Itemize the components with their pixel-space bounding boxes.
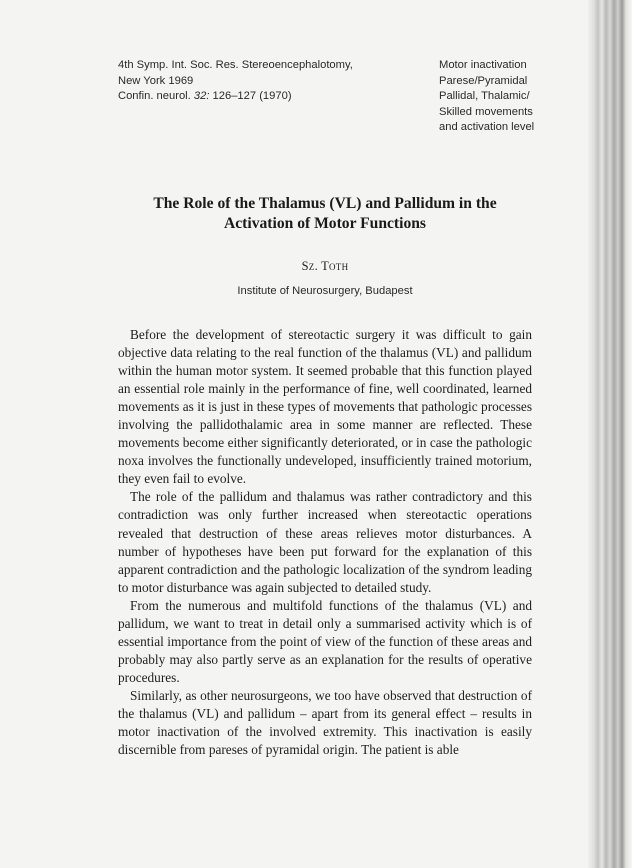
keyword: Motor inactivation bbox=[439, 59, 527, 71]
paragraph: Similarly, as other neurosurgeons, we too have observed that destruction of the thalamus (VL) and pallidum – apart from its general effect – results in motor inactivation of the involved extremity. This inactivation is easily discernible from pareses of pyramidal origin. The patient is able bbox=[118, 687, 532, 758]
journal-pages: 126–127 (1970) bbox=[209, 90, 292, 102]
citation-block bbox=[118, 58, 353, 105]
journal-citation bbox=[118, 89, 353, 105]
author-affiliation: Institute of Neurosurgery, Budapest bbox=[237, 285, 413, 297]
journal-volume: 32: bbox=[193, 90, 210, 102]
keyword: and activation level bbox=[439, 121, 535, 133]
keyword: Skilled movements bbox=[439, 105, 533, 118]
location-line: New York 1969 bbox=[118, 74, 194, 87]
keyword: Parese/Pyramidal bbox=[439, 74, 528, 87]
article-body bbox=[118, 326, 532, 759]
symposium-line: 4th Symp. Int. Soc. Res. Stereoencephalotomy, bbox=[118, 59, 353, 71]
author-name bbox=[118, 259, 532, 274]
title-line: Activation of Motor Functions bbox=[224, 215, 426, 232]
book-binding-edge bbox=[588, 0, 632, 868]
title-line: The Role of the Thalamus (VL) and Pallidum in the bbox=[153, 195, 497, 212]
paragraph: Before the development of stereotactic surgery it was difficult to gain objective data relating to the real function of the thalamus (VL) and pallidum within the human motor system. It seemed probable that this function played an essential role mainly in the performance of fine, well coordinated, learned movements as it is just in these types of movements that pathologic processes involving the pallidothalamic area in some manner are reflected. These movements become either significantly deteriorated, or in case the pathologic noxa involves the functionally undeveloped, insufficiently trained motorium, they even fail to evolve. bbox=[118, 327, 532, 487]
paragraph: The role of the pallidum and thalamus was rather contradictory and this contradiction was only further increased when stereotactic operations revealed that destruction of these areas relieves motor disturbances. A number of hypotheses have been put forward for the explanation of this apparent contradiction and the pathologic localization of the syndrom leading to motor disturbance was again subjected to detailed study. bbox=[118, 489, 532, 595]
article-title bbox=[118, 194, 532, 234]
journal-name: Confin. neurol. bbox=[118, 90, 194, 102]
keywords-block bbox=[439, 58, 534, 136]
paragraph: From the numerous and multifold functions of the thalamus (VL) and pallidum, we want to treat in detail only a summarised activity which is of essential importance from the point of view of the function of these areas and probably may also partly serve as an explanation for the results of operative procedures. bbox=[118, 597, 532, 685]
author-text: Sz. Toth bbox=[301, 259, 349, 273]
keyword: Pallidal, Thalamic/ bbox=[439, 90, 530, 102]
